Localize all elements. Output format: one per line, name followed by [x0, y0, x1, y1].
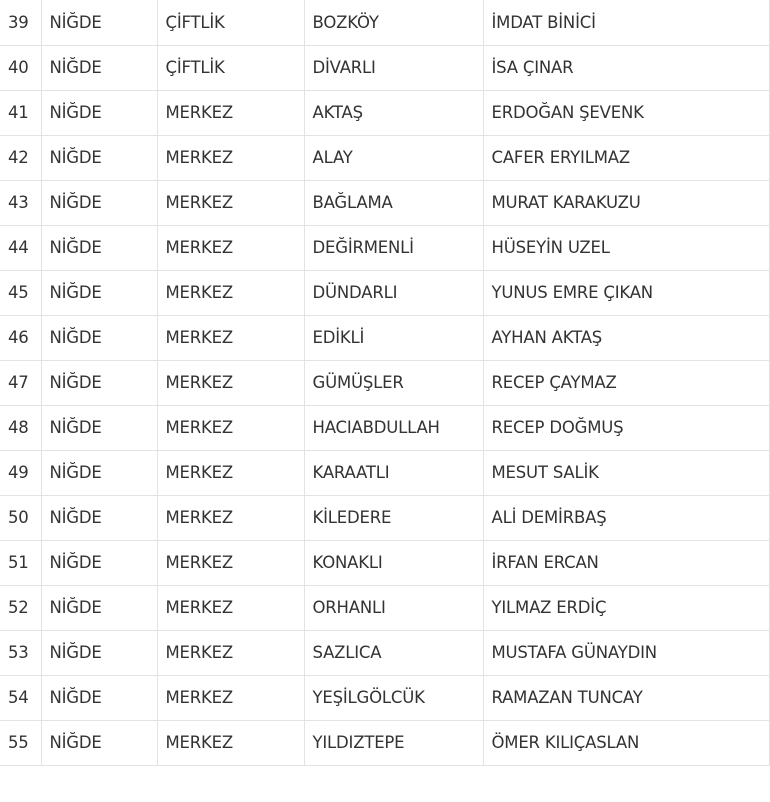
cell-name: MUSTAFA GÜNAYDIN: [483, 630, 769, 675]
cell-province: NİĞDE: [41, 405, 157, 450]
cell-name: ÖMER KILIÇASLAN: [483, 720, 769, 765]
table-row: [0, 90, 769, 135]
cell-row-number: 41: [0, 90, 41, 135]
cell-village: YEŞİLGÖLCÜK: [304, 675, 483, 720]
table-row: [0, 225, 769, 270]
cell-province: NİĞDE: [41, 90, 157, 135]
cell-province: NİĞDE: [41, 450, 157, 495]
cell-village: HACIABDULLAH: [304, 405, 483, 450]
table-row: [0, 450, 769, 495]
table-row: [0, 360, 769, 405]
cell-row-number: 51: [0, 540, 41, 585]
cell-row-number: 55: [0, 720, 41, 765]
cell-village: KARAATLI: [304, 450, 483, 495]
table-row: [0, 405, 769, 450]
cell-name: İRFAN ERCAN: [483, 540, 769, 585]
table-row: [0, 135, 769, 180]
cell-province: NİĞDE: [41, 675, 157, 720]
cell-province: NİĞDE: [41, 540, 157, 585]
table-row: [0, 180, 769, 225]
cell-row-number: 44: [0, 225, 41, 270]
cell-row-number: 47: [0, 360, 41, 405]
table-row: [0, 45, 769, 90]
table-row: [0, 585, 769, 630]
cell-row-number: 49: [0, 450, 41, 495]
cell-name: AYHAN AKTAŞ: [483, 315, 769, 360]
table-row: [0, 675, 769, 720]
table-row: [0, 630, 769, 675]
cell-district: MERKEZ: [157, 315, 304, 360]
cell-name: ERDOĞAN ŞEVENK: [483, 90, 769, 135]
cell-district: MERKEZ: [157, 90, 304, 135]
cell-name: RECEP ÇAYMAZ: [483, 360, 769, 405]
cell-name: HÜSEYİN UZEL: [483, 225, 769, 270]
cell-province: NİĞDE: [41, 270, 157, 315]
cell-province: NİĞDE: [41, 720, 157, 765]
cell-village: SAZLICA: [304, 630, 483, 675]
cell-name: YUNUS EMRE ÇIKAN: [483, 270, 769, 315]
cell-row-number: 39: [0, 0, 41, 45]
cell-village: BAĞLAMA: [304, 180, 483, 225]
cell-village: KONAKLI: [304, 540, 483, 585]
cell-district: MERKEZ: [157, 540, 304, 585]
cell-row-number: 54: [0, 675, 41, 720]
cell-name: İSA ÇINAR: [483, 45, 769, 90]
cell-name: MESUT SALİK: [483, 450, 769, 495]
table-row: [0, 720, 769, 765]
cell-row-number: 43: [0, 180, 41, 225]
cell-province: NİĞDE: [41, 495, 157, 540]
cell-name: ALİ DEMİRBAŞ: [483, 495, 769, 540]
cell-province: NİĞDE: [41, 630, 157, 675]
cell-province: NİĞDE: [41, 585, 157, 630]
cell-row-number: 53: [0, 630, 41, 675]
cell-village: ORHANLI: [304, 585, 483, 630]
cell-district: MERKEZ: [157, 630, 304, 675]
cell-province: NİĞDE: [41, 135, 157, 180]
cell-district: MERKEZ: [157, 270, 304, 315]
cell-district: MERKEZ: [157, 720, 304, 765]
cell-district: MERKEZ: [157, 135, 304, 180]
cell-name: YILMAZ ERDİÇ: [483, 585, 769, 630]
cell-name: CAFER ERYILMAZ: [483, 135, 769, 180]
table-row: [0, 495, 769, 540]
cell-district: ÇİFTLİK: [157, 45, 304, 90]
cell-village: ALAY: [304, 135, 483, 180]
cell-district: MERKEZ: [157, 450, 304, 495]
cell-district: ÇİFTLİK: [157, 0, 304, 45]
cell-row-number: 40: [0, 45, 41, 90]
cell-district: MERKEZ: [157, 405, 304, 450]
cell-row-number: 48: [0, 405, 41, 450]
cell-row-number: 46: [0, 315, 41, 360]
cell-name: İMDAT BİNİCİ: [483, 0, 769, 45]
cell-district: MERKEZ: [157, 675, 304, 720]
cell-village: DİVARLI: [304, 45, 483, 90]
cell-district: MERKEZ: [157, 360, 304, 405]
cell-province: NİĞDE: [41, 315, 157, 360]
cell-province: NİĞDE: [41, 225, 157, 270]
cell-village: YILDIZTEPE: [304, 720, 483, 765]
cell-village: EDİKLİ: [304, 315, 483, 360]
cell-district: MERKEZ: [157, 225, 304, 270]
cell-village: AKTAŞ: [304, 90, 483, 135]
cell-district: MERKEZ: [157, 180, 304, 225]
cell-village: DEĞİRMENLİ: [304, 225, 483, 270]
cell-row-number: 42: [0, 135, 41, 180]
cell-district: MERKEZ: [157, 585, 304, 630]
cell-village: DÜNDARLI: [304, 270, 483, 315]
cell-name: MURAT KARAKUZU: [483, 180, 769, 225]
cell-district: MERKEZ: [157, 495, 304, 540]
cell-village: GÜMÜŞLER: [304, 360, 483, 405]
cell-province: NİĞDE: [41, 360, 157, 405]
cell-province: NİĞDE: [41, 180, 157, 225]
table-row: [0, 270, 769, 315]
table-row: [0, 315, 769, 360]
cell-row-number: 52: [0, 585, 41, 630]
cell-province: NİĞDE: [41, 45, 157, 90]
cell-name: RAMAZAN TUNCAY: [483, 675, 769, 720]
cell-province: NİĞDE: [41, 0, 157, 45]
table-row: [0, 540, 769, 585]
table-row: [0, 0, 769, 45]
cell-village: KİLEDERE: [304, 495, 483, 540]
cell-village: BOZKÖY: [304, 0, 483, 45]
cell-row-number: 45: [0, 270, 41, 315]
cell-row-number: 50: [0, 495, 41, 540]
cell-name: RECEP DOĞMUŞ: [483, 405, 769, 450]
